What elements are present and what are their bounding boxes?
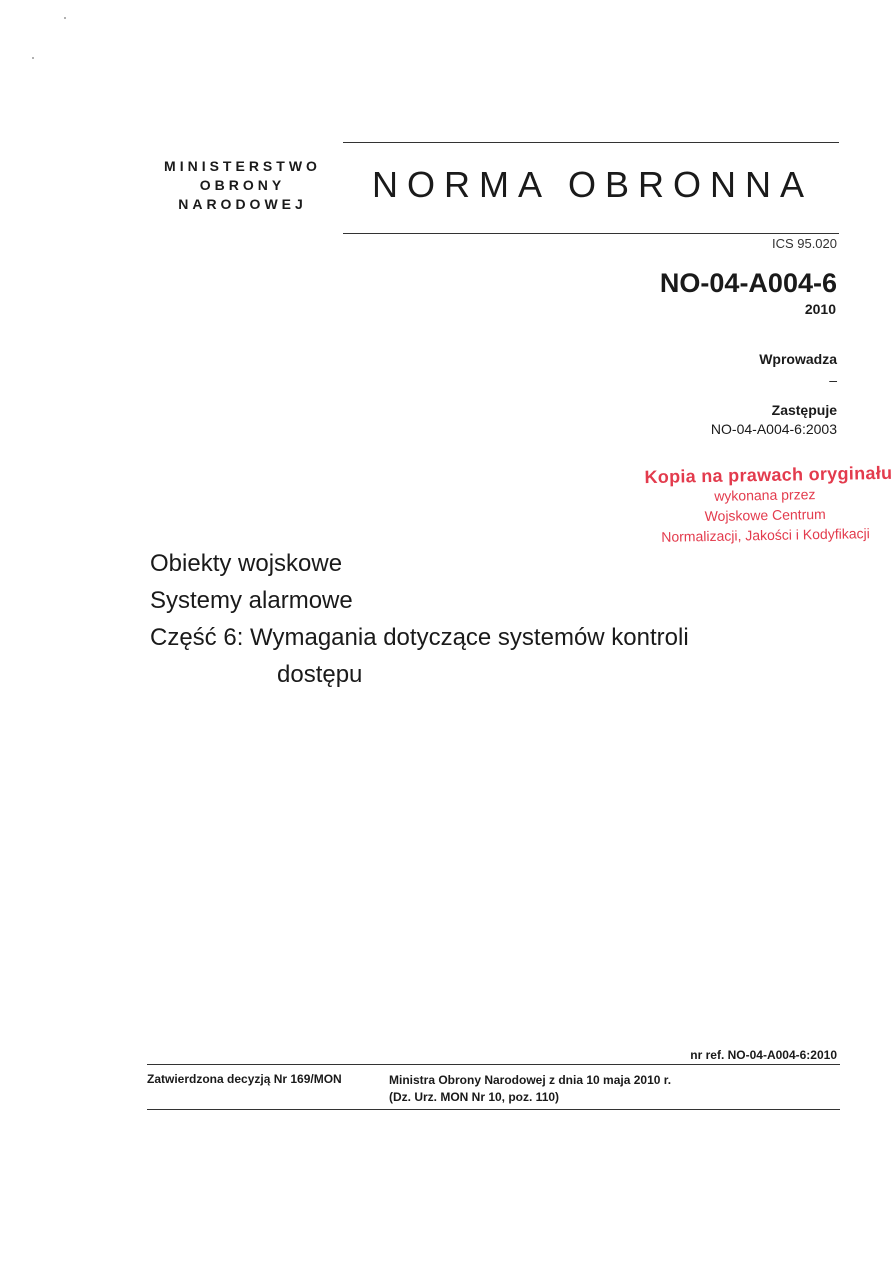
header-bottom-rule bbox=[343, 233, 839, 234]
replaces-label: Zastępuje bbox=[771, 402, 837, 418]
approval-details bbox=[389, 1072, 671, 1106]
standard-number: NO-04-A004-6 bbox=[659, 268, 837, 298]
stamp-line-4: Normalizacji, Jakości i Kodyfikacji bbox=[661, 525, 870, 545]
ministry-line-1: MINISTERSTWO bbox=[164, 158, 321, 174]
title-line-2: Systemy alarmowe bbox=[150, 587, 353, 614]
title-line-1: Obiekty wojskowe bbox=[150, 550, 343, 577]
footer-bottom-rule bbox=[147, 1109, 840, 1110]
approval-details-line-1: Ministra Obrony Narodowej z dnia 10 maja 2010 r. bbox=[389, 1073, 672, 1087]
approval-details-line-2: (Dz. Urz. MON Nr 10, poz. 110) bbox=[389, 1090, 560, 1104]
copy-stamp bbox=[644, 462, 892, 547]
replaces-value: NO-04-A004-6:2003 bbox=[710, 421, 837, 437]
footer-top-rule bbox=[147, 1064, 840, 1065]
stamp-line-2: wykonana przez bbox=[714, 486, 816, 504]
document-title bbox=[150, 545, 689, 693]
introduces-value: – bbox=[829, 372, 837, 388]
title-line-3: Część 6: Wymagania dotyczące systemów kontroli bbox=[150, 624, 689, 651]
approval-decision: Zatwierdzona decyzją Nr 169/MON bbox=[147, 1072, 342, 1086]
document-type-title: NORMA OBRONNA bbox=[372, 164, 814, 205]
title-line-4: dostępu bbox=[277, 661, 363, 688]
header-top-rule bbox=[343, 142, 839, 143]
stamp-line-1: Kopia na prawach oryginału bbox=[644, 462, 892, 488]
scan-speck bbox=[32, 57, 34, 59]
reference-number: nr ref. NO-04-A004-6:2010 bbox=[690, 1048, 837, 1062]
ministry-line-2: OBRONY bbox=[199, 177, 286, 193]
ministry-name bbox=[150, 157, 335, 214]
scan-speck bbox=[64, 17, 66, 19]
ministry-line-3: NARODOWEJ bbox=[178, 196, 307, 212]
introduces-label: Wprowadza bbox=[759, 351, 837, 367]
stamp-line-3: Wojskowe Centrum bbox=[704, 505, 826, 525]
standard-year: 2010 bbox=[804, 301, 836, 317]
ics-code: ICS 95.020 bbox=[771, 236, 837, 251]
